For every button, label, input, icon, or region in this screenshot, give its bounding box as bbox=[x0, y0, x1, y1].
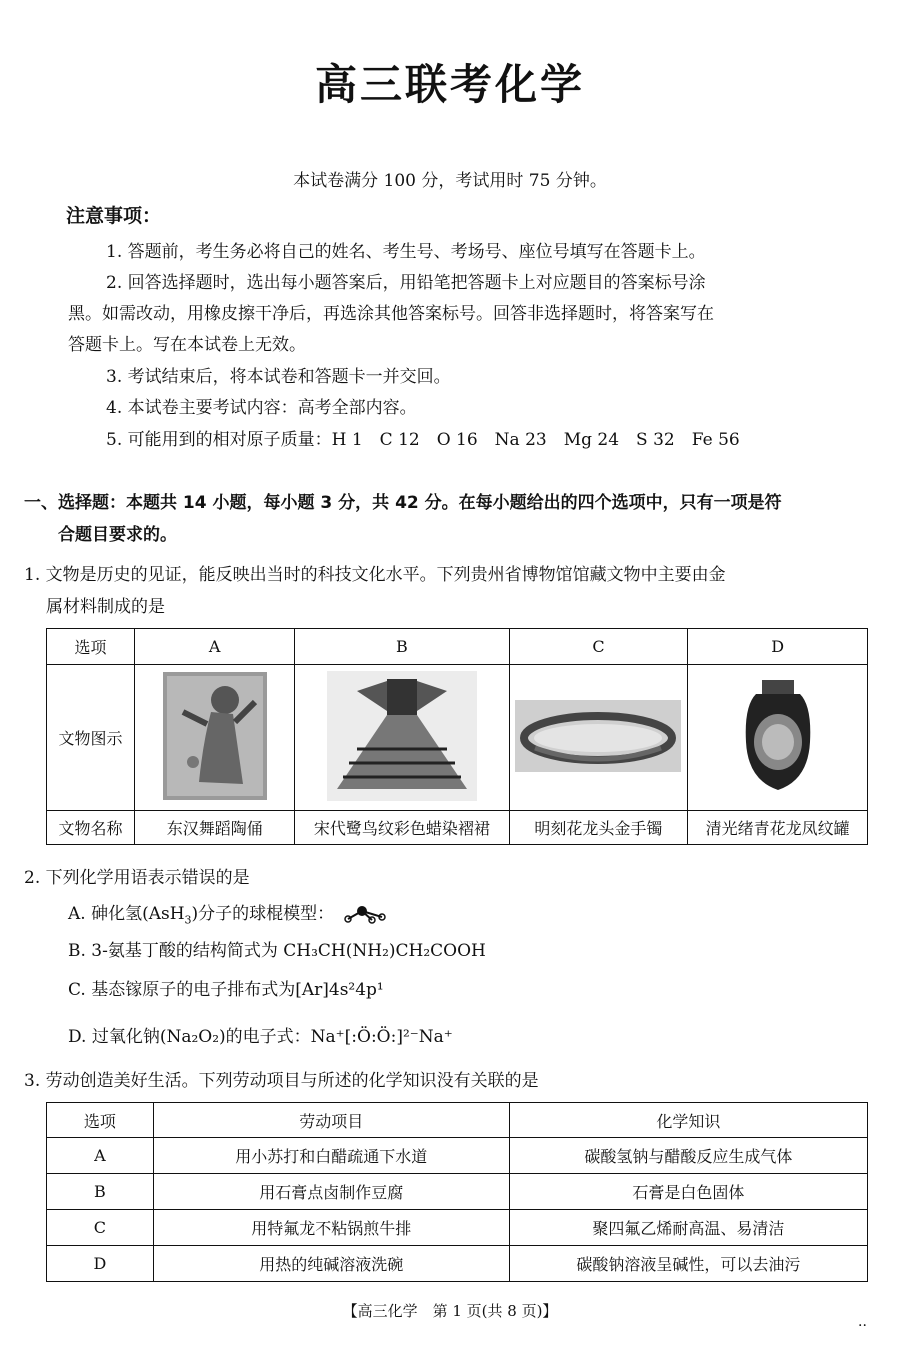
ball-stick-model-icon bbox=[340, 905, 388, 925]
artifact-name: 宋代鹭鸟纹彩色蜡染褶裙 bbox=[295, 811, 509, 845]
artifact-image-d bbox=[688, 665, 868, 811]
artifact-table bbox=[46, 628, 868, 845]
table-row: C 用特氟龙不粘锅煎牛排 聚四氟乙烯耐高温、易清洁 bbox=[47, 1210, 868, 1246]
page-title: 高三联考化学 bbox=[314, 60, 585, 109]
artifact-name: 东汉舞蹈陶俑 bbox=[135, 811, 295, 845]
exam-intro: 本试卷满分 100 分，考试用时 75 分钟。 bbox=[293, 171, 607, 191]
labor-knowledge-table bbox=[46, 1102, 868, 1282]
porcelain-jar-icon bbox=[742, 676, 814, 796]
question-1-stem: 1. 文物是历史的见证，能反映出当时的科技文化水平。下列贵州省博物馆馆藏文物中主要由金 bbox=[24, 565, 726, 585]
option-header: C bbox=[509, 629, 688, 665]
notice-item: 2. 回答选择题时，选出每小题答案后，用铅笔把答题卡上对应题目的答案标号涂 bbox=[106, 273, 706, 293]
table-header: 化学知识 bbox=[509, 1103, 867, 1138]
notice-item: 1. 答题前，考生务必将自己的姓名、考生号、考场号、座位号填写在答题卡上。 bbox=[106, 242, 706, 262]
artifact-name: 清光绪青花龙凤纹罐 bbox=[688, 811, 868, 845]
question-2-stem: 2. 下列化学用语表示错误的是 bbox=[24, 868, 250, 888]
question-3-stem: 3. 劳动创造美好生活。下列劳动项目与所述的化学知识没有关联的是 bbox=[24, 1071, 539, 1091]
row-label: 文物图示 bbox=[47, 665, 135, 811]
artifact-image-c bbox=[509, 665, 688, 811]
batik-skirt-icon bbox=[327, 671, 477, 801]
question-2-option-a: A. 砷化氢(AsH$_3$)分子的球棍模型： bbox=[68, 899, 388, 926]
table-row: D 用热的纯碱溶液洗碗 碳酸钠溶液呈碱性，可以去油污 bbox=[47, 1246, 868, 1282]
row-label: 文物名称 bbox=[47, 811, 135, 845]
notice-item: 答题卡上。写在本试卷上无效。 bbox=[68, 335, 306, 355]
artifact-name: 明刻花龙头金手镯 bbox=[509, 811, 688, 845]
question-1-stem-cont: 属材料制成的是 bbox=[46, 597, 165, 617]
notice-item: 黑。如需改动，用橡皮擦干净后，再选涂其他答案标号。回答非选择题时，将答案写在 bbox=[68, 304, 714, 324]
question-2-option-b: B. 3-氨基丁酸的结构简式为 CH₃CH(NH₂)CH₂COOH bbox=[68, 941, 486, 961]
notice-item: 3. 考试结束后，将本试卷和答题卡一并交回。 bbox=[106, 367, 451, 387]
notice-item: 5. 可能用到的相对原子质量：H 1 C 12 O 16 Na 23 Mg 24 S 32 Fe 56 bbox=[106, 430, 740, 450]
corner-mark: ·· bbox=[858, 1318, 867, 1334]
question-2-option-c: C. 基态镓原子的电子排布式为[Ar]4s²4p¹ bbox=[68, 980, 384, 1000]
question-2-option-d: D. 过氧化钠(Na₂O₂)的电子式：Na⁺[:Ö:Ö:]²⁻Na⁺ bbox=[68, 1027, 453, 1047]
option-header: A bbox=[135, 629, 295, 665]
notice-item: 4. 本试卷主要考试内容：高考全部内容。 bbox=[106, 398, 417, 418]
section-heading-cont: 合题目要求的。 bbox=[58, 525, 177, 545]
option-header: B bbox=[295, 629, 509, 665]
notice-heading: 注意事项： bbox=[66, 205, 162, 227]
table-row: B 用石膏点卤制作豆腐 石膏是白色固体 bbox=[47, 1174, 868, 1210]
pottery-figurine-icon bbox=[163, 672, 267, 800]
table-row: A 用小苏打和白醋疏通下水道 碳酸氢钠与醋酸反应生成气体 bbox=[47, 1138, 868, 1174]
artifact-image-b bbox=[295, 665, 509, 811]
row-label: 选项 bbox=[47, 629, 135, 665]
option-header: D bbox=[688, 629, 868, 665]
section-heading: 一、选择题：本题共 14 小题，每小题 3 分，共 42 分。在每小题给出的四个选项中，只有一项是符 bbox=[24, 493, 782, 513]
page-footer: 【高三化学 第 1 页(共 8 页)】 bbox=[342, 1302, 558, 1320]
table-header: 选项 bbox=[47, 1103, 154, 1138]
gold-bracelet-icon bbox=[515, 700, 681, 772]
artifact-image-a bbox=[135, 665, 295, 811]
table-header: 劳动项目 bbox=[153, 1103, 509, 1138]
